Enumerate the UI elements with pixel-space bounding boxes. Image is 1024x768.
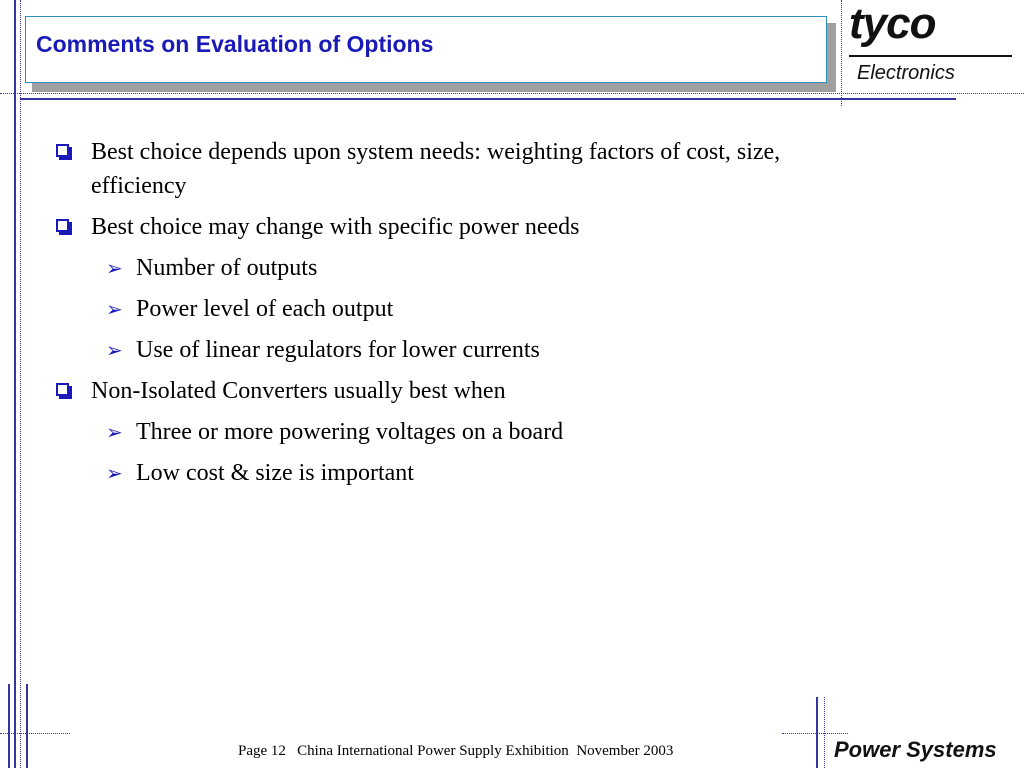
electronics-logo-text: Electronics bbox=[857, 62, 955, 84]
arrow-bullet-icon: ➢ bbox=[106, 256, 123, 280]
sub-bullet-item: Number of outputs bbox=[136, 255, 318, 281]
logo-divider bbox=[849, 55, 1012, 57]
left-dotted-rule bbox=[20, 0, 21, 768]
title-box bbox=[25, 16, 827, 83]
square-bullet-icon bbox=[56, 219, 72, 235]
power-systems-logo: Power Systems bbox=[834, 737, 997, 762]
left-vertical-rule bbox=[14, 0, 16, 768]
event-name: China International Power Supply Exhibition bbox=[297, 743, 569, 759]
header-horizontal-rule bbox=[20, 98, 956, 100]
footer-date: November 2003 bbox=[576, 743, 674, 759]
square-bullet-icon bbox=[56, 383, 72, 399]
header-dotted-rule bbox=[0, 93, 1024, 94]
sub-bullet-item: Low cost & size is important bbox=[136, 460, 414, 486]
footer-right-dotted bbox=[782, 733, 848, 734]
bullet-item-continuation: efficiency bbox=[91, 173, 187, 199]
bullet-item: Best choice may change with specific power needs bbox=[91, 214, 580, 240]
footer-left-dotted bbox=[0, 733, 70, 734]
footer bbox=[238, 743, 673, 760]
bullet-item: Best choice depends upon system needs: weighting factors of cost, size, bbox=[91, 139, 781, 165]
bullet-item: Non-Isolated Converters usually best when bbox=[91, 378, 506, 404]
footer-left-vertical bbox=[8, 684, 10, 768]
sub-bullet-item: Use of linear regulators for lower currents bbox=[136, 337, 540, 363]
arrow-bullet-icon: ➢ bbox=[106, 461, 123, 485]
arrow-bullet-icon: ➢ bbox=[106, 420, 123, 444]
footer-right-dotted-vertical bbox=[824, 697, 825, 768]
sub-bullet-item: Power level of each output bbox=[136, 296, 394, 322]
square-bullet-icon bbox=[56, 144, 72, 160]
arrow-bullet-icon: ➢ bbox=[106, 297, 123, 321]
page-title: Comments on Evaluation of Options bbox=[36, 31, 434, 57]
tyco-logo: tyco bbox=[849, 0, 936, 48]
header-right-dotted-vertical bbox=[841, 0, 842, 106]
arrow-bullet-icon: ➢ bbox=[106, 338, 123, 362]
footer-left-vertical-2 bbox=[26, 684, 28, 768]
page-number: Page 12 bbox=[238, 743, 286, 759]
sub-bullet-item: Three or more powering voltages on a board bbox=[136, 419, 564, 445]
